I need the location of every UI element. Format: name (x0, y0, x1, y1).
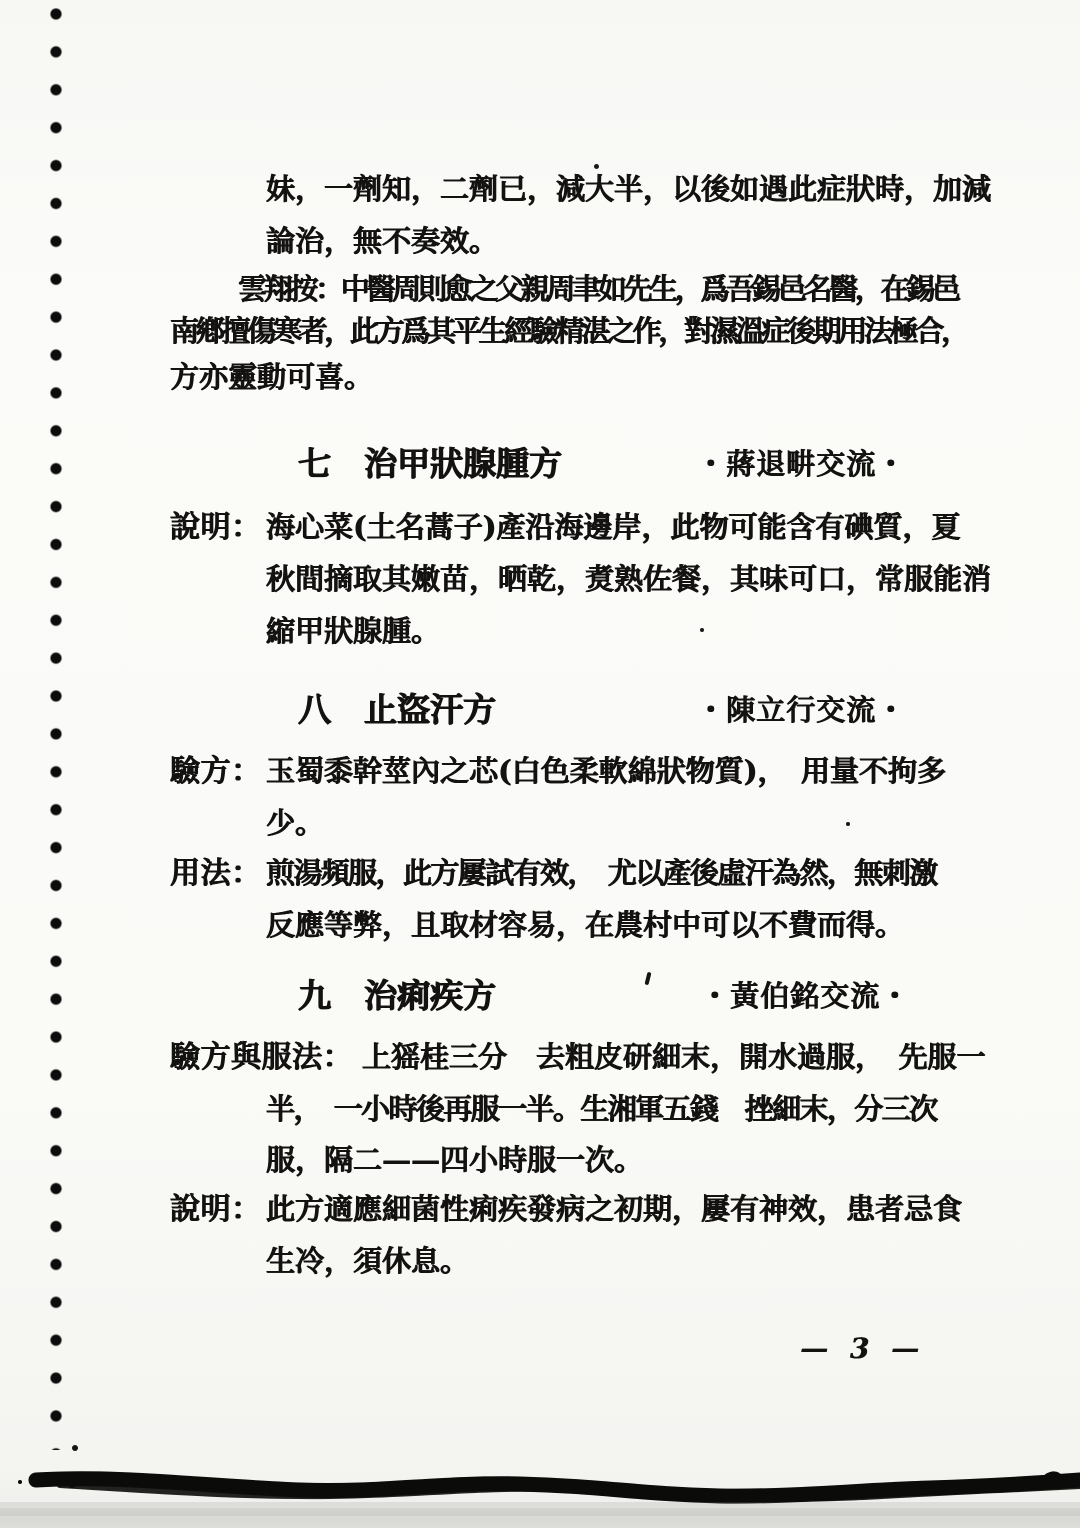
section-title: 止盜汗方 (364, 690, 496, 729)
block-label: 說明： (170, 510, 262, 545)
section-title: 治甲狀腺腫方 (364, 444, 562, 483)
section-number: 九 (298, 976, 331, 1015)
binding-holes-column (48, 6, 64, 1450)
page-number: — 3 — (800, 1332, 925, 1365)
scan-bottom-strip (0, 1508, 1080, 1528)
block-text-line: 生冷，須休息。 (266, 1244, 470, 1278)
ink-speck (846, 822, 850, 826)
editor-note-line: 雲翔按：中醫周則愈之父親周聿如先生，爲吾錫邑名醫，在錫邑 (238, 272, 958, 306)
block-text-line: 秋間摘取其嫩苗，晒乾，煑熟佐餐，其味可口，常服能消 (266, 562, 992, 596)
section-contributor: ・陳立行交流・ (696, 693, 907, 727)
block-text-line: 少。 (266, 806, 325, 840)
block-label: 用法： (170, 856, 262, 891)
editor-note-line: 南鄕擅傷寒者，此方爲其平生經驗精湛之作，對濕溫症後期用法極合， (170, 314, 967, 348)
ink-speck (700, 628, 704, 632)
section-number: 七 (298, 444, 331, 483)
ink-speck (644, 972, 651, 986)
block-text-line: 半， 一小時後再服一半。生湘軍五錢 挫細末，分三次 (266, 1092, 937, 1126)
block-text-line: 縮甲狀腺腫。 (266, 614, 441, 648)
block-label: 驗方與服法： (170, 1040, 353, 1075)
block-text-line: 玉蜀黍幹莖內之芯(白色柔軟綿狀物質)， 用量不拘多 (266, 754, 946, 788)
block-text-line: 服，隔二——四小時服一次。 (266, 1143, 644, 1177)
section-title: 治痢疾方 (364, 976, 496, 1015)
block-label: 說明： (170, 1192, 262, 1227)
block-text-line: 上猺桂三分 去粗皮研細末，開水過服， 先服一 (362, 1040, 986, 1074)
continuation-line: 妹，一劑知，二劑已，減大半，以後如遇此症狀時，加減 (266, 172, 992, 206)
block-text-line: 此方適應細菌性痢疾發病之初期，屢有神效，患者忌食 (266, 1192, 963, 1226)
editor-note-line: 方亦靈動可喜。 (170, 360, 374, 394)
block-text-line: 煎湯頻服，此方屢試有效， 尤以產後虛汗為然，無刺激 (266, 856, 937, 890)
section-contributor: ・蔣退畊交流・ (696, 447, 907, 481)
block-text-line: 反應等弊，且取材容易，在農村中可以不費而得。 (266, 908, 905, 942)
section-number: 八 (298, 690, 331, 729)
ink-speck (594, 164, 599, 169)
continuation-line: 論治，無不奏效。 (266, 224, 499, 258)
block-text-line: 海心菜(土名蒿子)產沿海邊岸，此物可能含有碘質，夏 (266, 510, 961, 544)
block-label: 驗方： (170, 754, 262, 789)
section-contributor: ・黃伯銘交流・ (700, 979, 911, 1013)
